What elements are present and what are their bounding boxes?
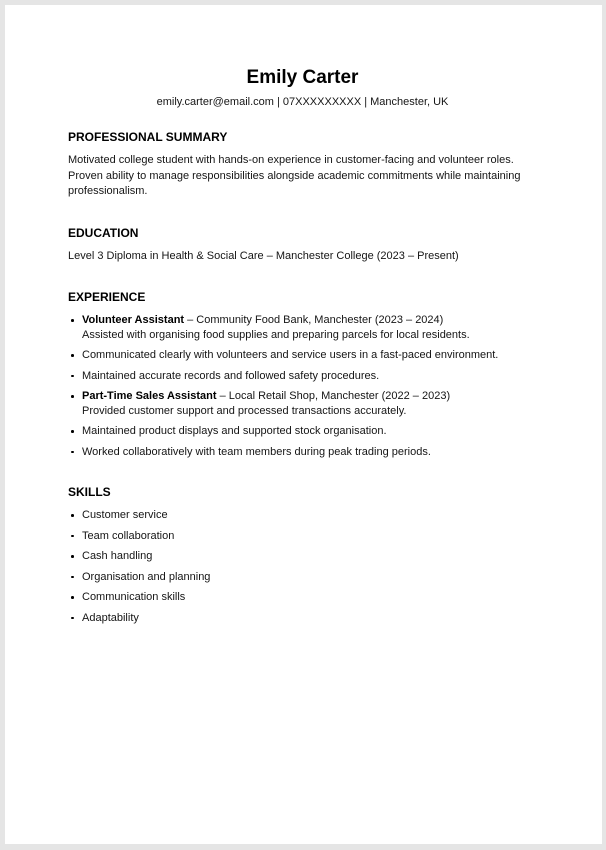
section-skills — [68, 485, 537, 625]
professional-summary-heading: PROFESSIONAL SUMMARY — [68, 130, 228, 144]
job-detail: Provided customer support and processed transactions accurately. — [82, 404, 407, 417]
experience-item: Part-Time Sales Assistant – Local Retail Shop, Manchester (2022 – 2023) Provided customer support and processed transactions accurately. — [68, 389, 537, 418]
skill-item: Team collaboration — [68, 529, 537, 544]
experience-item: Maintained accurate records and followed safety procedures. — [68, 369, 537, 384]
job-title: Part-Time Sales Assistant — [82, 390, 217, 402]
contact-line: emily.carter@email.com | 07XXXXXXXXX | Manchester, UK — [156, 96, 449, 108]
resume-header — [68, 67, 537, 109]
education-heading: EDUCATION — [68, 225, 139, 240]
professional-summary-text: Motivated college student with hands-on experience in customer-facing and volunteer roles. Proven ability to manage responsibilities alongside academic commitments while maintaining professionalism. — [68, 154, 521, 197]
skill-item: Communication skills — [68, 590, 537, 605]
skill-item: Customer service — [68, 508, 537, 523]
experience-item: Communicated clearly with volunteers and service users in a fast-paced environment. — [68, 348, 537, 363]
job-title: Volunteer Assistant — [82, 314, 185, 326]
skills-heading: SKILLS — [68, 485, 111, 499]
skills-list — [68, 508, 537, 625]
experience-item: Volunteer Assistant – Community Food Bank, Manchester (2023 – 2024) Assisted with organising food supplies and preparing parcels for local residents. — [68, 313, 537, 342]
experience-list — [68, 313, 537, 459]
education-entry: Level 3 Diploma in Health & Social Care – Manchester College (2023 – Present) — [68, 249, 459, 262]
resume-page — [5, 5, 602, 844]
experience-heading: EXPERIENCE — [68, 290, 146, 304]
job-detail: Assisted with organising food supplies and preparing parcels for local residents. — [82, 328, 470, 341]
skill-item: Organisation and planning — [68, 570, 537, 585]
experience-item: Worked collaboratively with team members during peak trading periods. — [68, 445, 537, 460]
section-experience — [68, 290, 537, 459]
experience-item: Maintained product displays and supported stock organisation. — [68, 424, 537, 439]
skill-item: Cash handling — [68, 549, 537, 564]
person-name: Emily Carter — [246, 67, 359, 88]
section-education — [68, 226, 537, 265]
section-professional-summary — [68, 130, 537, 200]
skill-item: Adaptability — [68, 611, 537, 626]
